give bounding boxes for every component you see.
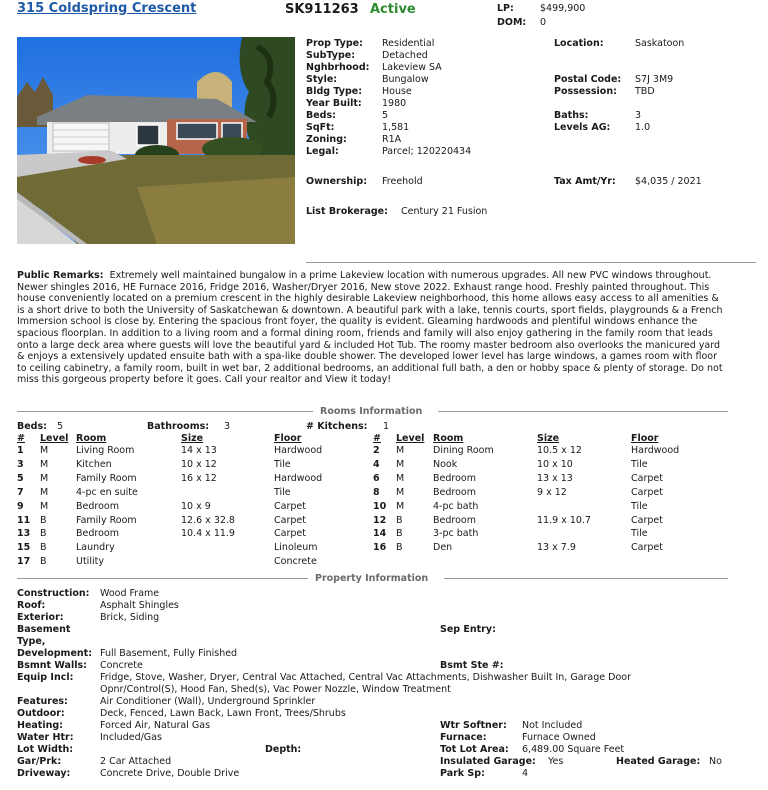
features-value: Air Conditioner (Wall), Underground Sprinkler (100, 696, 316, 707)
detail-value: 1980 (382, 98, 407, 109)
room-num: 16 (373, 542, 387, 554)
location-label: Location: (554, 38, 604, 49)
property-photo[interactable] (17, 37, 295, 244)
rooms-header-room: Room (433, 433, 464, 444)
construction-label: Construction: (17, 588, 90, 599)
room-name: Bedroom (433, 514, 476, 526)
postal-code-label: Postal Code: (554, 74, 622, 85)
ownership-label: Ownership: (306, 176, 368, 187)
levels-ag-label: Levels AG: (554, 122, 611, 133)
insulated-garage-label: Insulated Garage: (440, 756, 536, 767)
room-name: Laundry (76, 542, 115, 554)
room-size: 9 x 12 (537, 486, 567, 498)
room-num: 10 (373, 500, 387, 512)
public-remarks-label: Public Remarks: (17, 270, 104, 281)
rooms-beds-value: 5 (57, 421, 64, 432)
ownership-value: Freehold (382, 176, 423, 187)
detail-label: Prop Type: (306, 38, 363, 49)
property-section-title: Property Information (315, 573, 429, 584)
development-label: Development: (17, 648, 92, 659)
room-level: M (40, 486, 49, 498)
room-floor: Carpet (631, 542, 663, 554)
rooms-header-floor: Floor (631, 433, 659, 444)
sep-entry-label: Sep Entry: (440, 624, 496, 635)
tax-label: Tax Amt/Yr: (554, 176, 616, 187)
rooms-header-floor: Floor (274, 433, 302, 444)
room-level: M (40, 500, 49, 512)
divider (444, 578, 728, 579)
status-badge: Active (370, 2, 416, 17)
room-size: 10 x 12 (181, 458, 217, 470)
detail-label: Beds: (306, 110, 336, 121)
room-name: Bedroom (433, 486, 476, 498)
detail-value: Residential (382, 38, 435, 49)
room-num: 12 (373, 514, 387, 526)
bsmt-ste-label: Bsmt Ste #: (440, 660, 504, 671)
room-num: 13 (17, 528, 31, 540)
rooms-header-size: Size (537, 433, 560, 444)
room-name: Utility (76, 556, 104, 568)
room-num: 17 (17, 556, 31, 568)
detail-value: 1,581 (382, 122, 410, 133)
rooms-beds-label: Beds: (17, 421, 47, 432)
room-name: Dining Room (433, 445, 494, 456)
outdoor-value: Deck, Fenced, Lawn Back, Lawn Front, Trees/Shrubs (100, 708, 346, 719)
possession-value: TBD (635, 86, 655, 97)
development-value: Full Basement, Fully Finished (100, 648, 238, 659)
detail-label: SubType: (306, 50, 355, 61)
room-floor: Concrete (274, 556, 317, 568)
detail-value: Lakeview SA (382, 62, 442, 73)
room-name: 4-pc bath (433, 500, 479, 512)
outdoor-label: Outdoor: (17, 708, 65, 719)
roof-value: Asphalt Shingles (100, 600, 179, 611)
rooms-kitchens-label: # Kitchens: (306, 421, 368, 432)
rooms-header-size: Size (181, 433, 204, 444)
rooms-bathrooms-label: Bathrooms: (147, 421, 210, 432)
rooms-header-num: # (373, 433, 381, 444)
room-name: Den (433, 542, 453, 554)
detail-label: Legal: (306, 146, 339, 157)
furnace-label: Furnace: (440, 732, 487, 743)
room-num: 4 (373, 458, 380, 470)
room-floor: Tile (274, 486, 291, 498)
room-name: Living Room (76, 445, 135, 456)
postal-code-value: S7J 3M9 (635, 74, 674, 85)
divider (17, 578, 308, 579)
roof-label: Roof: (17, 600, 46, 611)
divider (438, 411, 728, 412)
room-level: M (396, 500, 405, 512)
room-size: 10 x 10 (537, 458, 573, 470)
room-num: 5 (17, 472, 24, 484)
tot-lot-area-value: 6,489.00 Square Feet (522, 744, 625, 755)
rooms-header-level: Level (396, 433, 425, 444)
room-num: 7 (17, 486, 24, 498)
room-floor: Tile (274, 458, 291, 470)
room-floor: Carpet (631, 514, 663, 526)
rooms-kitchens-value: 1 (383, 421, 390, 432)
room-size: 10.4 x 11.9 (181, 528, 235, 540)
driveway-label: Driveway: (17, 768, 71, 779)
lp-label: LP: (497, 3, 514, 14)
water-htr-label: Water Htr: (17, 732, 74, 743)
room-name: Bedroom (76, 500, 119, 512)
room-name: Family Room (76, 472, 137, 484)
possession-label: Possession: (554, 86, 617, 97)
features-label: Features: (17, 696, 68, 707)
heating-value: Forced Air, Natural Gas (100, 720, 211, 731)
room-floor: Carpet (274, 528, 306, 540)
driveway-value: Concrete Drive, Double Drive (100, 768, 240, 779)
public-remarks-text: Extremely well maintained bungalow in a prime Lakeview location with numerous upgrades. All new PVC windows throughout. Newer shingles 2016, HE Furnace 2016, Fridge 2016, Washer/Dryer 2016, New stove 2022. Exhaust range hood. Freshly painted throughout. This house conveniently located on a premium crescent in the highly desirable Lakeview neighborhood, this home allows easy access to all amenities & is a short drive to both the University of Saskatchewan & downtown. A beautiful park with a lake, tennis courts, sport fields, playgrounds & a French Immersion school is close by. Entering the spacious front foyer, the quality is evident. Gleaming hardwoods and plentiful windows enhance the spacious floorplan. In addition to a living room and a formal dining room, friends and family will also enjoy gathering in the family room that leads onto a large deck area where guests will love the beautiful yard & included Hot Tub. The roomy master bedroom also overlooks the manicured yard & enjoys a extensively updated ensuite bath with a spa-like double shower. The developed lower level has large windows, a games room with floor to ceiling cabinetry, a family room, built in wet bar, 2 additional bedrooms, an additional full bath, a den or hobby space & plenty of storage. Do not miss this gorgeous property before it goes. Call your realtor and View it today! (17, 270, 723, 386)
detail-value: Detached (382, 50, 428, 61)
wtr-softner-label: Wtr Softner: (440, 720, 507, 731)
room-floor: Linoleum (274, 542, 318, 554)
location-value: Saskatoon (635, 38, 685, 49)
bsmnt-walls-value: Concrete (100, 660, 143, 671)
equip-incl-label: Equip Incl: (17, 672, 74, 683)
room-size: 16 x 12 (181, 472, 217, 484)
room-floor: Hardwood (274, 445, 323, 456)
exterior-label: Exterior: (17, 612, 64, 623)
equip-incl-value-2: Opnr/Control(S), Hood Fan, Shed(s), Vac Power Nozzle, Window Treatment (100, 684, 451, 695)
baths-label: Baths: (554, 110, 589, 121)
room-num: 3 (17, 458, 24, 470)
room-level: B (40, 556, 47, 568)
divider (17, 411, 313, 412)
room-num: 11 (17, 514, 31, 526)
rooms-header-num: # (17, 433, 25, 444)
room-floor: Carpet (631, 486, 663, 498)
water-htr-value: Included/Gas (100, 732, 162, 743)
detail-value: R1A (382, 134, 402, 145)
room-level: M (40, 472, 49, 484)
room-floor: Carpet (274, 514, 306, 526)
furnace-value: Furnace Owned (522, 732, 596, 743)
room-level: B (396, 514, 403, 526)
room-name: Family Room (76, 514, 137, 526)
detail-label: Bldg Type: (306, 86, 362, 97)
rooms-bathrooms-value: 3 (224, 421, 231, 432)
insulated-garage-value: Yes (548, 756, 564, 767)
room-level: M (396, 445, 405, 456)
room-level: M (396, 472, 405, 484)
room-name: Kitchen (76, 458, 112, 470)
gar-prk-value: 2 Car Attached (100, 756, 172, 767)
rooms-header-room: Room (76, 433, 107, 444)
rooms-section-title: Rooms Information (320, 406, 423, 417)
detail-label: Style: (306, 74, 338, 85)
detail-value: House (382, 86, 412, 97)
detail-value: Bungalow (382, 74, 429, 85)
detail-value: Parcel; 120220434 (382, 146, 472, 157)
park-sp-value: 4 (522, 768, 529, 779)
room-level: M (396, 458, 405, 470)
detail-label: Zoning: (306, 134, 347, 145)
levels-ag-value: 1.0 (635, 122, 651, 133)
room-size: 10.5 x 12 (537, 445, 582, 456)
equip-incl-value: Fridge, Stove, Washer, Dryer, Central Vac Attached, Central Vac Attachments, Dishwasher Built In, Garage Door (100, 672, 631, 683)
room-size: 13 x 13 (537, 472, 573, 484)
room-num: 15 (17, 542, 31, 554)
heated-garage-value: No (709, 756, 722, 767)
wtr-softner-value: Not Included (522, 720, 583, 731)
room-size: 10 x 9 (181, 500, 211, 512)
construction-value: Wood Frame (100, 588, 160, 599)
divider (306, 262, 756, 263)
room-name: 4-pc en suite (76, 486, 138, 498)
room-level: B (396, 528, 403, 540)
room-level: M (40, 458, 49, 470)
gar-prk-label: Gar/Prk: (17, 756, 62, 767)
room-name: Nook (433, 458, 458, 470)
detail-label: SqFt: (306, 122, 335, 133)
detail-label: Year Built: (306, 98, 362, 109)
room-floor: Tile (631, 458, 648, 470)
room-size: 12.6 x 32.8 (181, 514, 235, 526)
room-floor: Hardwood (274, 472, 323, 484)
exterior-value: Brick, Siding (100, 612, 160, 623)
room-num: 9 (17, 500, 24, 512)
detail-label: Nghbrhood: (306, 62, 370, 73)
basement-type-label-2: Type, (17, 636, 46, 647)
room-size: 11.9 x 10.7 (537, 514, 591, 526)
lp-value: $499,900 (540, 3, 586, 14)
room-name: Bedroom (433, 472, 476, 484)
public-remarks (17, 270, 729, 386)
dom-value: 0 (540, 17, 547, 28)
room-size: 14 x 13 (181, 445, 217, 456)
room-num: 8 (373, 486, 380, 498)
baths-value: 3 (635, 110, 642, 121)
room-num: 1 (17, 445, 24, 456)
room-floor: Hardwood (631, 445, 680, 456)
room-num: 14 (373, 528, 387, 540)
depth-label: Depth: (265, 744, 302, 755)
heating-label: Heating: (17, 720, 63, 731)
room-level: B (40, 542, 47, 554)
detail-value: 5 (382, 110, 389, 121)
room-level: B (40, 528, 47, 540)
park-sp-label: Park Sp: (440, 768, 485, 779)
room-level: M (396, 486, 405, 498)
room-floor: Tile (631, 500, 648, 512)
tot-lot-area-label: Tot Lot Area: (440, 744, 509, 755)
room-floor: Carpet (274, 500, 306, 512)
bsmnt-walls-label: Bsmnt Walls: (17, 660, 87, 671)
room-name: Bedroom (76, 528, 119, 540)
dom-label: DOM: (497, 17, 527, 28)
room-floor: Tile (631, 528, 648, 540)
room-size: 13 x 7.9 (537, 542, 576, 554)
room-floor: Carpet (631, 472, 663, 484)
rooms-header-level: Level (40, 433, 69, 444)
room-level: B (396, 542, 403, 554)
brokerage-label: List Brokerage: (306, 206, 388, 217)
room-level: M (40, 445, 49, 456)
mls-number: SK911263 (285, 2, 359, 17)
room-num: 2 (373, 445, 380, 456)
tax-value: $4,035 / 2021 (635, 176, 702, 187)
heated-garage-label: Heated Garage: (616, 756, 701, 767)
brokerage-value: Century 21 Fusion (401, 206, 488, 217)
room-level: B (40, 514, 47, 526)
listing-address-link[interactable]: 315 Coldspring Crescent (17, 1, 197, 16)
basement-type-label: Basement (17, 624, 71, 635)
lot-width-label: Lot Width: (17, 744, 74, 755)
room-name: 3-pc bath (433, 528, 479, 540)
room-num: 6 (373, 472, 380, 484)
